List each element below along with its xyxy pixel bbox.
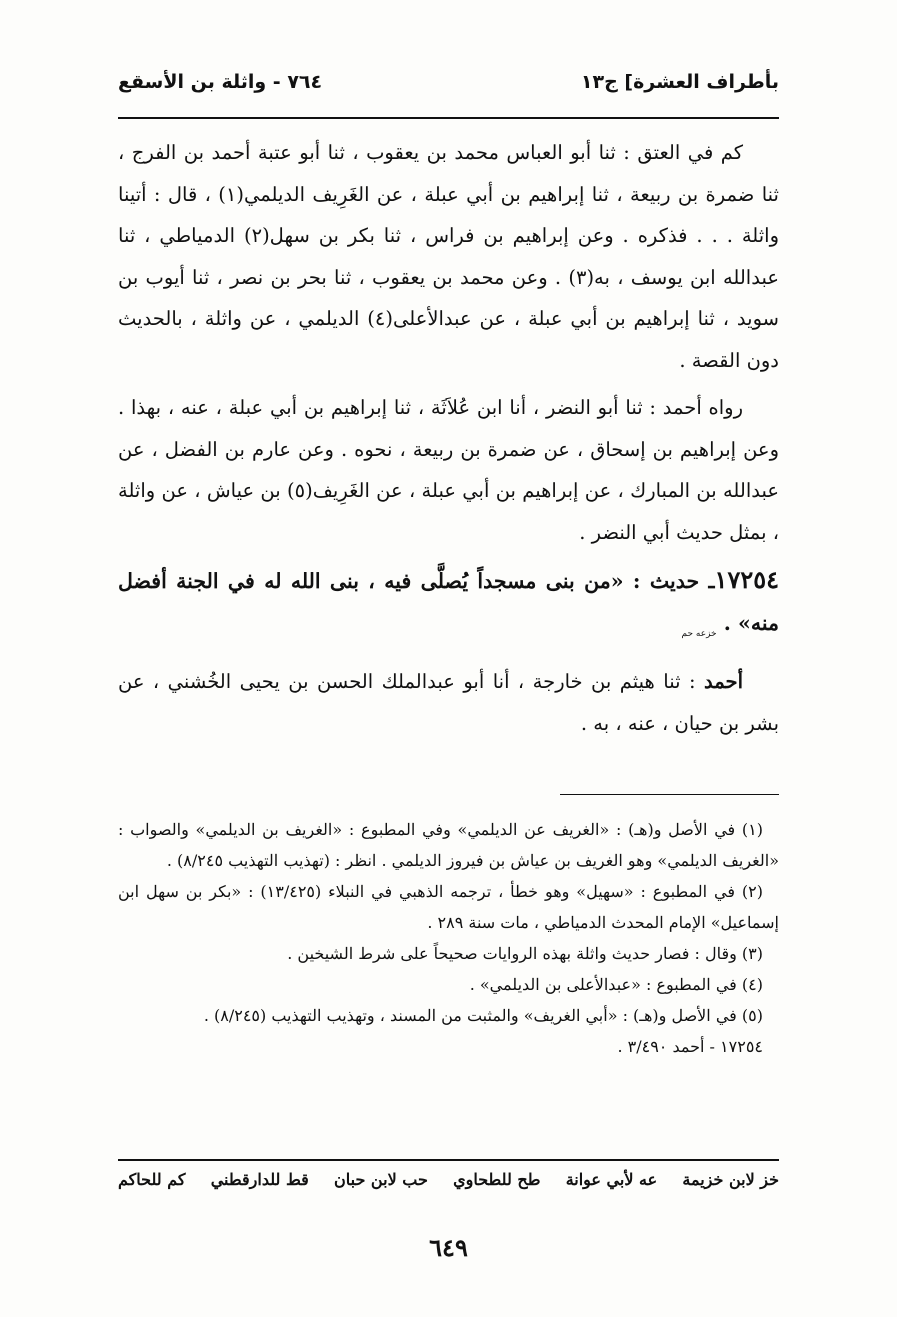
running-head-book: بأطراف العشرة] ج١٣ xyxy=(580,71,779,93)
abbreviation-rule xyxy=(118,1159,779,1161)
entry-number: ١٧٢٥٤ xyxy=(714,565,779,594)
footnote-5: (٥) في الأصل و(هـ) : «أبي الغريف» والمثبت من المسند ، وتهذيب التهذيب (٨/٢٤٥) . xyxy=(203,1006,763,1025)
footnote-source: ١٧٢٥٤ - أحمد ٣/٤٩٠ . xyxy=(617,1037,763,1056)
paragraph-3-lead: أحمد xyxy=(704,670,743,693)
hadith-entry xyxy=(118,559,779,655)
paragraph-3-text: : ثنا هيثم بن خارجة ، أنا أبو عبدالملك الحسن بن يحيى الخُشني ، عن بشر بن حيان ، عنه ، به . xyxy=(118,670,779,735)
abbr-daraqutni: قط للدارقطني xyxy=(210,1170,309,1189)
footnote-3: (٣) وقال : فصار حديث واثلة بهذه الروايات صحيحاً على شرط الشيخين . xyxy=(287,944,763,963)
paragraph-2: رواه أحمد : ثنا أبو النضر ، أنا ابن عُلاَثَة ، ثنا إبراهيم بن أبي عبلة ، عنه ، بهذا . وعن إبراهيم بن إسحاق ، عن ضمرة بن ربيعة ، نحوه . وعن عارم بن الفضل ، عن عبدالله بن المبارك ، عن إبراهيم بن أبي عبلة ، عن الغَرِيف(٥) بن عياش ، عن واثلة ، بمثل حديث أبي النضر . xyxy=(118,396,779,544)
running-head xyxy=(118,62,779,102)
entry-text: ـ حديث : «من بنى مسجداً يُصلَّى فيه ، بنى الله له في الجنة أفضل منه» . xyxy=(118,569,779,635)
footnote-2: (٢) في المطبوع : «سهيل» وهو خطأ ، ترجمه الذهبي في النبلاء (١٣/٤٢٥) : «بكر بن سهل ابن إسماعيل» الإمام المحدث الدمياطي ، مات سنة ٢٨٩ . xyxy=(118,882,779,932)
abbr-awana: عه لأبي عوانة xyxy=(565,1170,658,1189)
abbr-hibban: حب لابن حبان xyxy=(334,1170,428,1189)
footnote-1: (١) في الأصل و(هـ) : «الغريف عن الديلمي» وفي المطبوع : «الغريف بن الديلمي» والصواب : «الغريف الديلمي» وهو الغريف بن عياش بن فيروز الديلمي . انظر : (تهذيب التهذيب ٨/٢٤٥) . xyxy=(118,820,779,870)
page-number: ٦٤٩ xyxy=(429,1233,468,1262)
entry-sigla: خزعه حم xyxy=(681,628,717,639)
footnote-4: (٤) في المطبوع : «عبدالأعلى بن الديلمي» . xyxy=(469,975,763,994)
running-head-section: ٧٦٤ - واثلة بن الأسقع xyxy=(118,71,323,93)
main-text xyxy=(118,132,779,750)
footnote-rule xyxy=(560,794,779,795)
abbr-khuzayma: خز لابن خزيمة xyxy=(682,1170,779,1189)
abbr-hakim: كم للحاكم xyxy=(118,1170,186,1189)
abbr-tahawi: طح للطحاوي xyxy=(453,1170,541,1189)
paragraph-1: كم في العتق : ثنا أبو العباس محمد بن يعقوب ، ثنا أبو عتبة أحمد بن الفرج ، ثنا ضمرة بن ربيعة ، ثنا إبراهيم بن أبي عبلة ، عن الغَرِيف الديلمي(١) ، قال : أتينا واثلة . . . فذكره . وعن إبراهيم بن فراس ، ثنا بكر بن سهل(٢) الدمياطي ، ثنا عبدالله ابن يوسف ، به(٣) . وعن محمد بن يعقوب ، ثنا بحر بن نصر ، ثنا أيوب بن سويد ، ثنا إبراهيم بن أبي عبلة ، عن عبدالأعلى(٤) الديلمي ، عن واثلة ، بالحديث دون القصة . xyxy=(118,141,779,372)
footnotes xyxy=(118,814,779,1062)
paragraph-3 xyxy=(118,661,779,744)
header-rule xyxy=(118,117,779,119)
abbreviation-key xyxy=(118,1170,779,1189)
